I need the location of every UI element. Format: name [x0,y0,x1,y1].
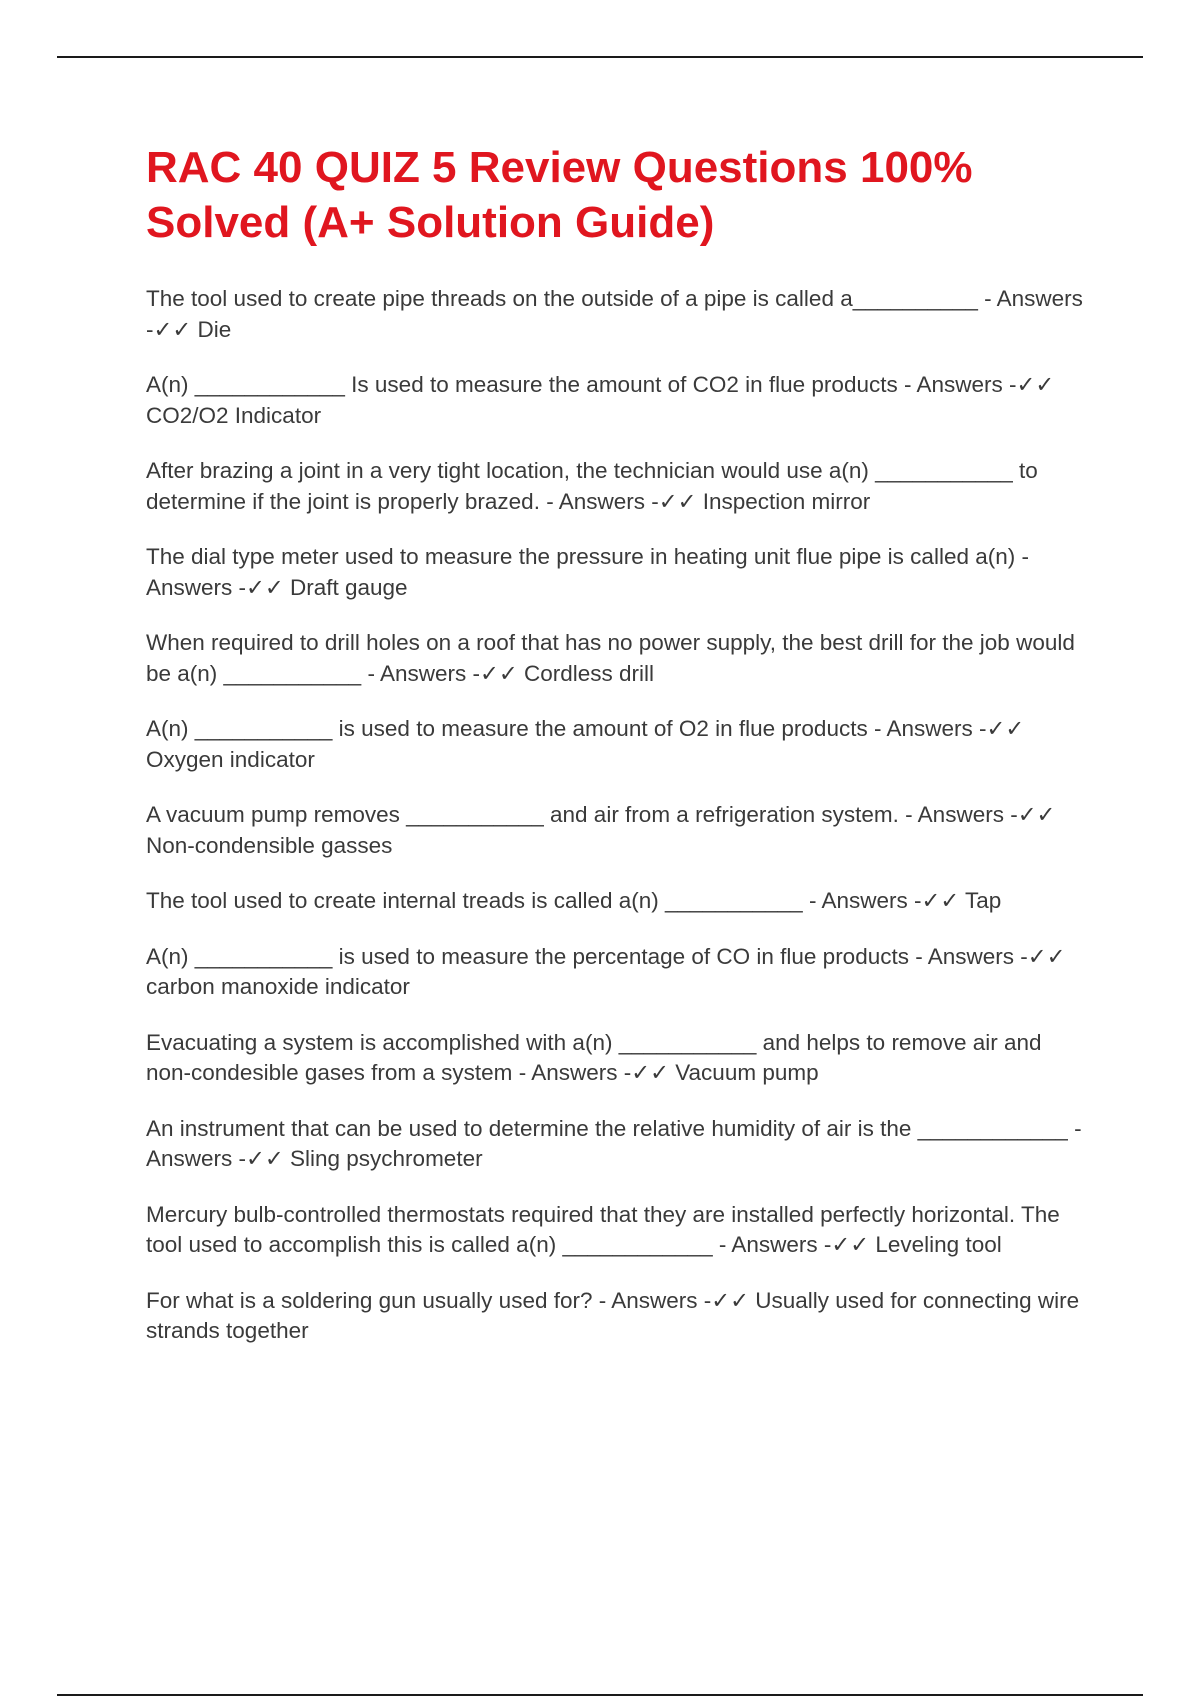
question-text: An instrument that can be used to determine the relative humidity of air is the ____________ [146,1115,1068,1141]
answer-marker: - Answers -✓✓ [915,943,1066,969]
question-text: A(n) ___________ is used to measure the amount of O2 in flue products [146,716,868,741]
answer-text: Sling psychrometer [290,1146,483,1171]
qa-item [146,456,1086,517]
qa-item [146,942,1086,1003]
answer-text: carbon manoxide indicator [146,974,410,999]
qa-item [146,628,1086,689]
question-text: After brazing a joint in a very tight location, the technician would use a(n) ___________ to determine if the joint is properly brazed. [146,458,1038,514]
qa-item [146,542,1086,603]
qa-item [146,1200,1086,1261]
answer-marker: - Answers -✓✓ [367,660,518,686]
answer-marker: - Answers -✓✓ [808,888,960,913]
qa-item [146,1114,1086,1175]
qa-item [146,1286,1086,1347]
qa-item [146,370,1086,431]
question-text: The tool used to create internal treads is called a(n) ___________ [146,888,803,913]
answer-text: Draft gauge [290,574,408,600]
answer-marker: - Answers -✓✓ [146,544,1030,600]
answer-marker: - Answers -✓✓ [718,1232,870,1257]
answer-marker: - Answers -✓✓ [903,372,1055,397]
answer-text: Cordless drill [523,660,655,686]
bottom-rule [57,1694,1143,1696]
question-text: When required to drill holes on a roof that has no power supply, the best drill for the job would be a(n) ___________ [146,630,1075,686]
qa-item [146,800,1086,861]
qa-item [146,284,1086,345]
answer-marker: - Answers -✓✓ [146,1115,1082,1171]
question-text: For what is a soldering gun usually used for? [146,1287,593,1313]
question-text: Mercury bulb-controlled thermostats required that they are installed perfectly horizontal. The tool used to accomplish this is called a(n) ____________ [146,1201,1060,1257]
question-text: The tool used to create pipe threads on the outside of a pipe is called a__________ [146,286,978,311]
question-text: A(n) ___________ is used to measure the percentage of CO in flue products [146,943,909,969]
question-text: Evacuating a system is accomplished with a(n) ___________ and helps to remove air and non-condesible gases from a system [146,1029,1042,1085]
document-title: RAC 40 QUIZ 5 Review Questions 100% Solved (A+ Solution Guide) [146,143,973,247]
qa-item [146,886,1086,917]
answer-text: Non-condensible gasses [146,832,393,858]
answer-marker: - Answers -✓✓ [873,716,1025,741]
answer-text: Inspection mirror [702,488,871,514]
question-text: The dial type meter used to measure the pressure in heating unit flue pipe is called a(n) [146,544,1016,569]
question-text: A vacuum pump removes ___________ and air from a refrigeration system. [146,802,899,827]
answer-text: Leveling tool [875,1232,1002,1257]
qa-item [146,1028,1086,1089]
qa-item [146,714,1086,775]
document-body [146,140,1086,1372]
answer-marker: - Answers -✓✓ [598,1287,749,1313]
answer-marker: - Answers -✓✓ [905,802,1056,827]
answer-marker: - Answers -✓✓ [546,488,697,514]
answer-text: Usually used for connecting wire strands together [146,1287,1080,1343]
answer-text: Oxygen indicator [146,746,315,772]
answer-marker: - Answers -✓✓ [518,1060,669,1085]
answer-text: CO2/O2 Indicator [146,402,322,428]
answer-text: Vacuum pump [675,1060,819,1085]
top-rule [57,56,1143,58]
answer-text: Tap [965,888,1002,913]
question-text: A(n) ____________ Is used to measure the amount of CO2 in flue products [146,372,898,397]
answer-marker: - Answers -✓✓ [146,286,1083,342]
answer-text: Die [197,316,232,342]
